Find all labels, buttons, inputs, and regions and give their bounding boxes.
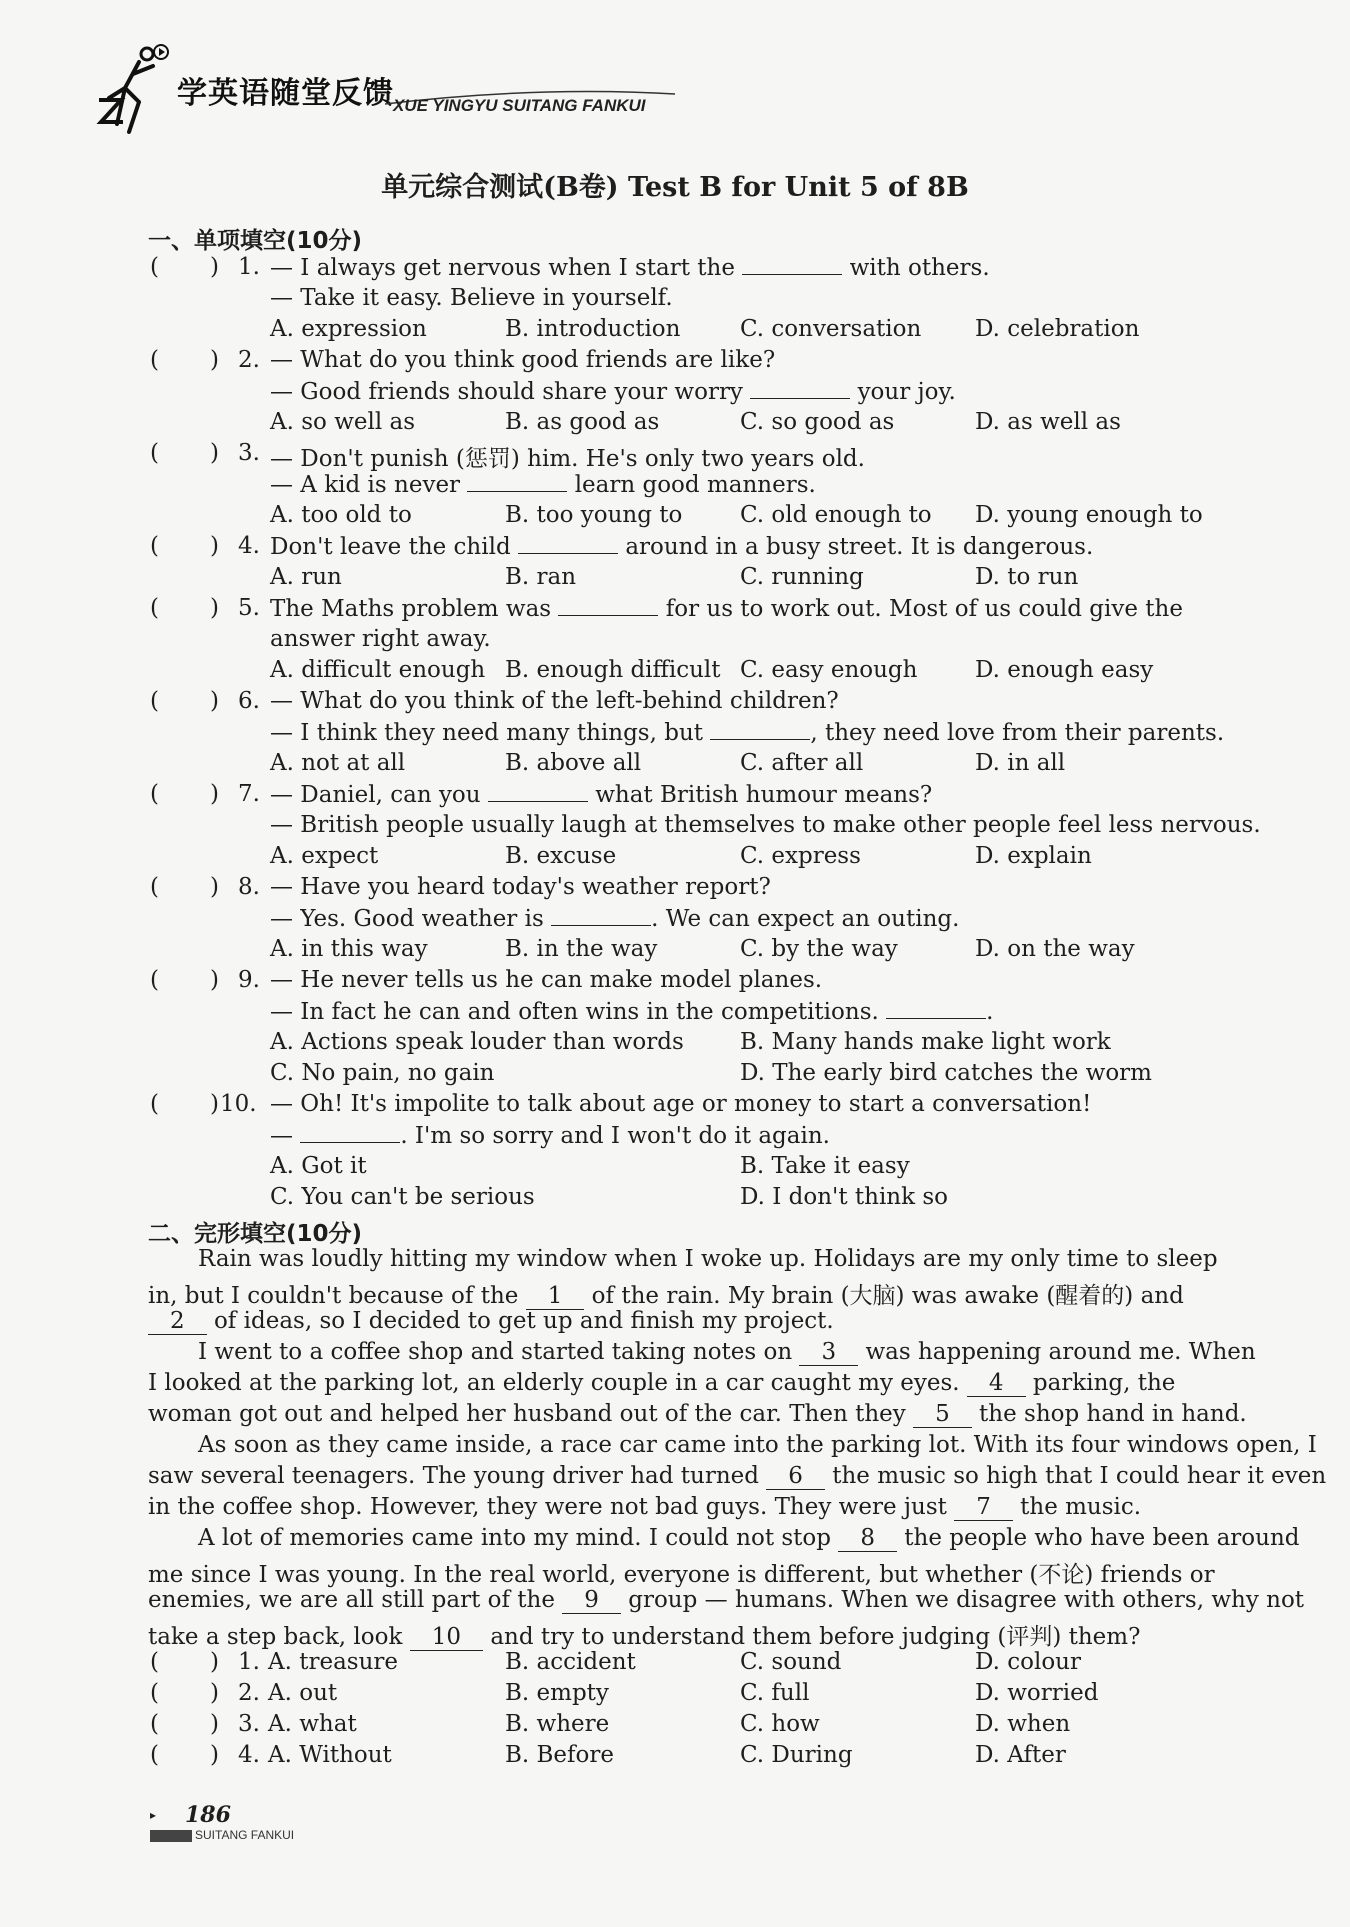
cloze-blank: 4	[967, 1370, 1026, 1397]
q1-option-a: A. expression	[270, 316, 427, 342]
q3-option-a: A. too old to	[270, 502, 412, 528]
cloze-line: I went to a coffee shop and started taking notes on 3 was happening around me. When	[198, 1339, 1256, 1365]
cloze-blank: 2	[148, 1308, 207, 1335]
q3-option-d: D. young enough to	[975, 502, 1203, 528]
q9-line2: — In fact he can and often wins in the competitions. .	[270, 999, 994, 1025]
cloze-q4-option-b: B. Before	[505, 1742, 615, 1768]
q5-option-c: C. easy enough	[740, 657, 918, 683]
cloze-blank: 1	[526, 1283, 585, 1310]
q1-option-c: C. conversation	[740, 316, 922, 342]
answer-blank	[710, 719, 810, 740]
q1-option-d: D. celebration	[975, 316, 1140, 342]
q8-option-d: D. on the way	[975, 936, 1135, 962]
cloze-line: take a step back, look 10 and try to understand them before judging (评判) them?	[148, 1624, 1141, 1650]
q2-option-b: B. as good as	[505, 409, 660, 435]
cloze-q3-option-a: A. what	[268, 1711, 357, 1737]
q7-option-b: B. excuse	[505, 843, 617, 869]
cloze-q1-option-b: B. accident	[505, 1649, 636, 1675]
answer-blank	[551, 905, 651, 926]
section1-heading: 一、单项填空(10分)	[148, 228, 363, 254]
q4-option-d: D. to run	[975, 564, 1079, 590]
cloze-blank: 8	[838, 1525, 897, 1552]
q6-line2: — I think they need many things, but , they need love from their parents.	[270, 720, 1225, 746]
q10-option-c: C. You can't be serious	[270, 1184, 535, 1210]
cloze-line: in the coffee shop. However, they were not bad guys. They were just 7 the music.	[148, 1494, 1142, 1520]
answer-blank	[518, 533, 618, 554]
q9-option-b: B. Many hands make light work	[740, 1029, 1111, 1055]
answer-blank	[886, 998, 986, 1019]
q6-option-c: C. after all	[740, 750, 864, 776]
mascot-figure-icon	[95, 40, 175, 140]
answer-blank	[558, 595, 658, 616]
q7-option-c: C. express	[740, 843, 861, 869]
answer-blank	[467, 471, 567, 492]
q2-option-a: A. so well as	[270, 409, 416, 435]
cloze-line: enemies, we are all still part of the 9 group — humans. When we disagree with others, why not	[148, 1587, 1305, 1613]
q8-option-b: B. in the way	[505, 936, 658, 962]
cloze-q4-option-c: C. During	[740, 1742, 853, 1768]
q9-option-d: D. The early bird catches the worm	[740, 1060, 1152, 1086]
q10-line2: — . I'm so sorry and I won't do it again.	[270, 1123, 830, 1149]
cloze-q2-option-c: C. full	[740, 1680, 810, 1706]
cloze-line: woman got out and helped her husband out of the car. Then they 5 the shop hand in hand.	[148, 1401, 1247, 1427]
q10-option-d: D. I don't think so	[740, 1184, 949, 1210]
q10-option-a: A. Got it	[270, 1153, 367, 1179]
q4-option-a: A. run	[270, 564, 342, 590]
q1-option-b: B. introduction	[505, 316, 681, 342]
q8-line2: — Yes. Good weather is . We can expect an outing.	[270, 906, 960, 932]
q2-option-c: C. so good as	[740, 409, 895, 435]
cloze-line: Rain was loudly hitting my window when I woke up. Holidays are my only time to sleep	[198, 1246, 1218, 1272]
q6-option-d: D. in all	[975, 750, 1066, 776]
answer-blank	[488, 781, 588, 802]
cloze-line: saw several teenagers. The young driver had turned 6 the music so high that I could hear it even	[148, 1463, 1327, 1489]
cloze-q2-option-a: A. out	[268, 1680, 338, 1706]
page-number: 186	[185, 1802, 231, 1828]
cloze-q2-option-b: B. empty	[505, 1680, 609, 1706]
q8-option-c: C. by the way	[740, 936, 898, 962]
cloze-line: me since I was young. In the real world, everyone is different, but whether (不论) friends or	[148, 1562, 1215, 1588]
brand-title: 学英语随堂反馈	[177, 76, 394, 111]
q3-option-b: B. too young to	[505, 502, 683, 528]
q8-option-a: A. in this way	[270, 936, 428, 962]
q3-line2: — A kid is never learn good manners.	[270, 472, 816, 498]
footer-label: SUITANG FANKUI	[150, 1828, 294, 1842]
answer-blank	[742, 254, 842, 275]
page-title: 单元综合测试(B卷) Test B for Unit 5 of 8B	[381, 172, 969, 203]
cloze-q4-option-a: A. Without	[268, 1742, 392, 1768]
q9-option-c: C. No pain, no gain	[270, 1060, 495, 1086]
q9-option-a: A. Actions speak louder than words	[270, 1029, 684, 1055]
q5-option-d: D. enough easy	[975, 657, 1154, 683]
cloze-q3-option-c: C. how	[740, 1711, 820, 1737]
q5-option-b: B. enough difficult	[505, 657, 721, 683]
cloze-line: I looked at the parking lot, an elderly couple in a car caught my eyes. 4 parking, the	[148, 1370, 1176, 1396]
section2-heading: 二、完形填空(10分)	[148, 1221, 363, 1247]
q2-line2: — Good friends should share your worry your joy.	[270, 379, 956, 405]
cloze-line: A lot of memories came into my mind. I could not stop 8 the people who have been around	[198, 1525, 1300, 1551]
q4-option-c: C. running	[740, 564, 864, 590]
cloze-line: in, but I couldn't because of the 1 of the rain. My brain (大脑) was awake (醒着的) and	[148, 1283, 1184, 1309]
q10-option-b: B. Take it easy	[740, 1153, 910, 1179]
cloze-line: As soon as they came inside, a race car came into the parking lot. With its four windows open, I	[198, 1432, 1317, 1458]
q6-option-a: A. not at all	[270, 750, 406, 776]
cloze-q1-option-c: C. sound	[740, 1649, 842, 1675]
q3-option-c: C. old enough to	[740, 502, 932, 528]
cloze-q4-option-d: D. After	[975, 1742, 1066, 1768]
q5-option-a: A. difficult enough	[270, 657, 486, 683]
footer-logo-icon	[150, 1830, 192, 1842]
q1-line2: — Take it easy. Believe in yourself.	[270, 285, 673, 311]
cloze-blank: 3	[799, 1339, 858, 1366]
cloze-blank: 7	[954, 1494, 1013, 1521]
q7-option-d: D. explain	[975, 843, 1092, 869]
header-logo	[95, 40, 670, 140]
cloze-q3-option-d: D. when	[975, 1711, 1071, 1737]
cloze-q1-option-a: A. treasure	[268, 1649, 399, 1675]
cloze-blank: 9	[562, 1587, 621, 1614]
worksheet-page: 学英语随堂反馈 XUE YINGYU SUITANG FANKUI 单元综合测试(B卷) Test B for Unit 5 of 8B 一、单项填空(10分) ( ) 1. — I always get nervous when I start the with others. — Take it easy. Believe in yourself. A. expression B. introduction C. conversation D. celebration ( ) 2. — What do you think good friends are like? — Good friends should share your worry your joy. A. so well as B. as good as C. so good as D. as well as ( ) 3. — Don't punish (惩罚) him. He's only two years old. — A kid is never learn good manners. A. too old to B. too young to C. old enough to D. young enough to ( ) 4. Don't leave the child around in a busy street. It is dangerous. A. run B. ran C. running D. to run ( ) 5. The Maths problem was for us to work out. Most of us could give the answer right away. A. difficult enough B. enough difficult C. easy enough D. enough easy ( ) 6. — What do you think of the left-behind children? — I think they need many things, but , they need love from their parents. A. not at all B. above all C. after all D. in all ( ) 7. — Daniel, can you what British humour means? — British people usually laugh at themselves to make other people feel less nervous. A. expect B. excuse C. express D. explain ( ) 8. — Have you heard today's weather report? — Yes. Good weather is . We can expect an outing. A. in this way B. in the way C. by the way D. on the way ( ) 9. — He never tells us he can make model planes. — In fact he can and often wins in the competitions. . A. Actions speak louder than words B. Many hands make light work C. No pain, no gain D. The early bird catches the worm ( ) 10. — Oh! It's impolite to talk about age or money to start a conversation! — . I'm so sorry and I won't do it again. A. Got it B. Take it easy C. You can't be serious D. I don't think so 二、完形填空(10分) Rain was loudly hitting my window when I woke up. Holidays are my only time to sleep in, but I couldn't because of the 1 of the rain. My brain (大脑) was awake (醒着的) and 2 of ideas, so I decided to get up and finish my project. I went to a coffee shop and started taking notes on 3 was happening around me. When I looked at the parking lot, an elderly couple in a car caught my eyes. 4 parking, the woman got out and helped her husband out of the car. Then they 5 the shop hand in hand. As soon as they came inside, a race car came into the parking lot. With its four windows open, I saw several teenagers. The young driver had turned 6 the music so high that I could hear it even in the coffee shop. However, they were not bad guys. They were just 7 the music. A lot of memories came into my mind. I could not stop 8 the people who have been around me since I was young. In the real world, everyone is different, but whether (不论) friends or enemies, we are all still part of the 9 group — humans. When we disagree with others, why not take a step back, look 10 and try to understand them before judging (评判) them? ( ) 1. A. treasure B. accident C. sound D. colour ( ) 2. A. out B. empty C. full D. worried ( ) 3. A. what B. where C. how D. when ( ) 4. A. Without B. Before C. During D. After ▸ 186 SUITANG FANKUI	[0, 0, 1350, 1927]
cloze-blank: 5	[913, 1401, 972, 1428]
answer-blank	[750, 378, 850, 399]
q6-option-b: B. above all	[505, 750, 642, 776]
q4-option-b: B. ran	[505, 564, 577, 590]
q2-option-d: D. as well as	[975, 409, 1121, 435]
brand-pinyin: XUE YINGYU SUITANG FANKUI	[393, 96, 646, 115]
cloze-blank: 10	[410, 1624, 483, 1651]
answer-blank	[300, 1122, 400, 1143]
arrow-icon: ▸	[150, 1808, 157, 1822]
cloze-q3-option-b: B. where	[505, 1711, 610, 1737]
q7-option-a: A. expect	[270, 843, 379, 869]
q7-line2: — British people usually laugh at themselves to make other people feel less nervous.	[270, 812, 1261, 838]
q5-line2: answer right away.	[270, 626, 491, 652]
cloze-q2-option-d: D. worried	[975, 1680, 1099, 1706]
cloze-line: 2 of ideas, so I decided to get up and finish my project.	[148, 1308, 1228, 1335]
cloze-blank: 6	[766, 1463, 825, 1490]
cloze-q1-option-d: D. colour	[975, 1649, 1081, 1675]
